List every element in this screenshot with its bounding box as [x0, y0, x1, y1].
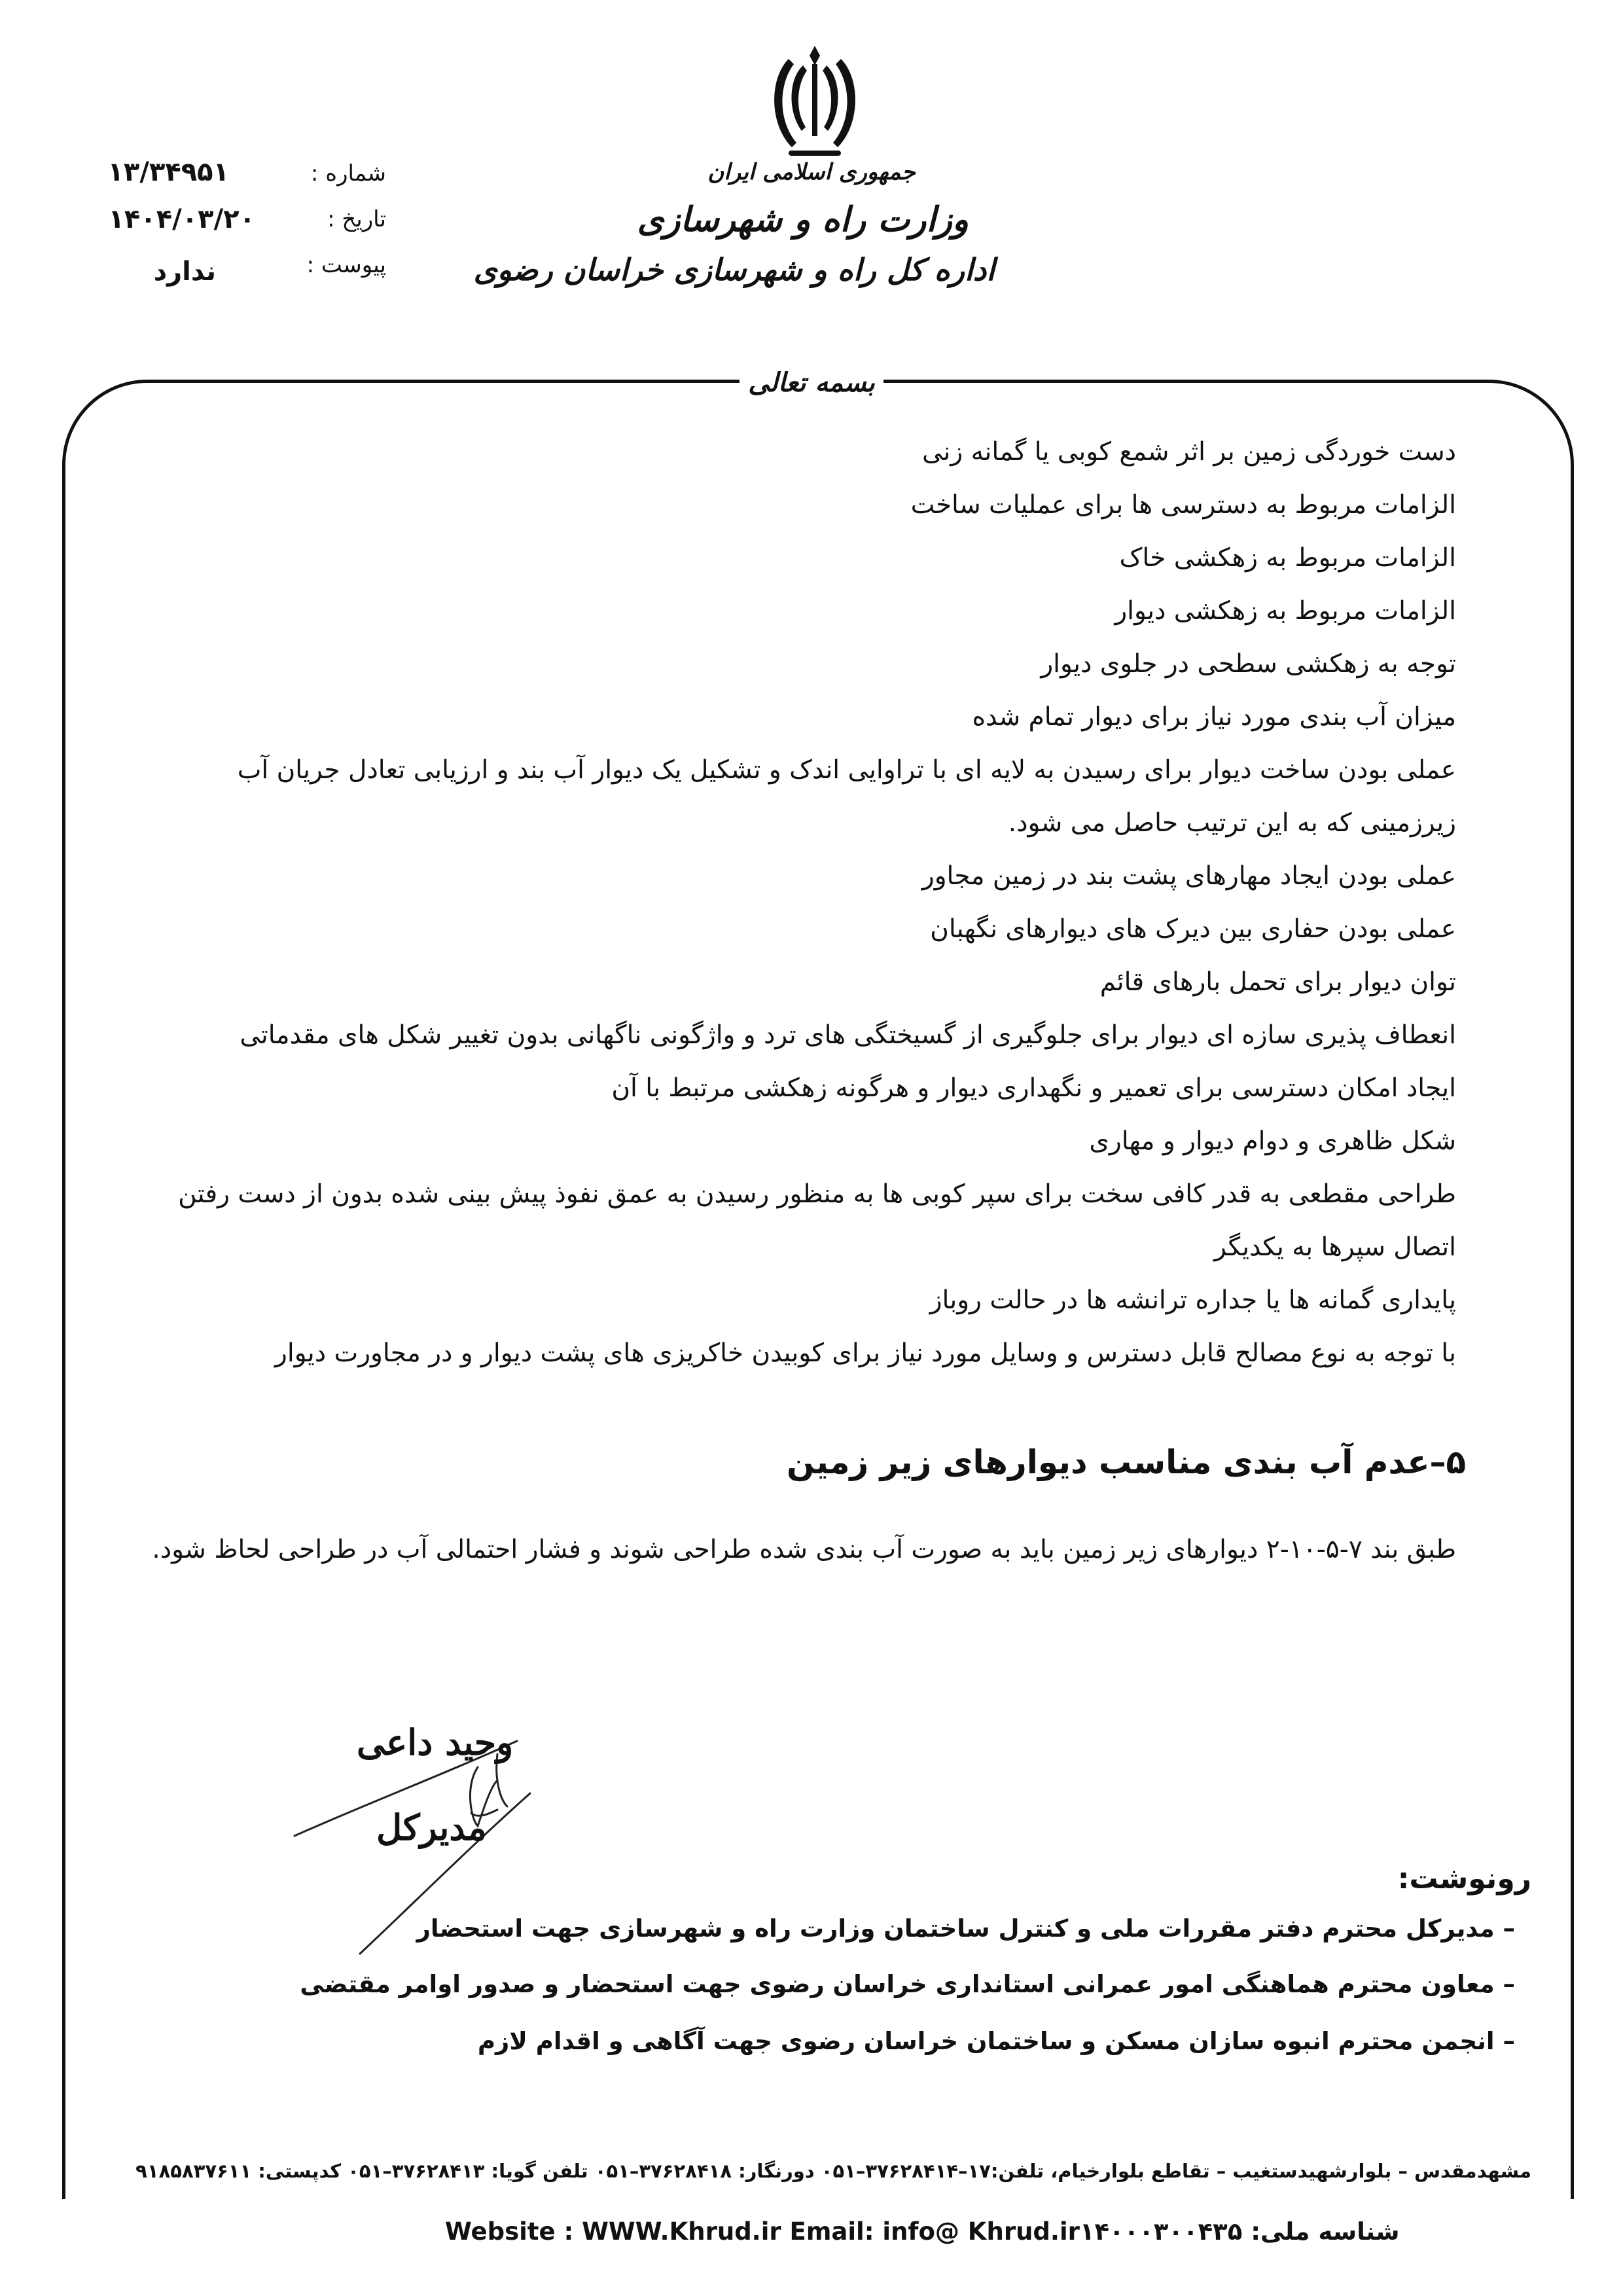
cc-item: – انجمن محترم انبوه سازان مسکن و ساختمان خراسان رضوی جهت آگاهی و اقدام لازم — [477, 2027, 1515, 2055]
cc-item: – مدیرکل محترم دفتر مقررات ملی و کنترل ساختمان وزارت راه و شهرسازی جهت استحضار — [416, 1914, 1515, 1943]
footer-national-id: شناسه ملی: ۱۴۰۰۰۳۰۰۴۳۵ — [1079, 2217, 1400, 2246]
body-line: انعطاف پذیری سازه ای دیوار برای جلوگیری از گسیختگی های ترد و واژگونی ناگهانی بدون تغییر شکل های مقدماتی — [240, 1020, 1456, 1050]
body-line: عملی بودن ایجاد مهارهای پشت بند در زمین مجاور — [921, 861, 1456, 891]
section-heading: ۵–عدم آب بندی مناسب دیوارهای زیر زمین — [787, 1443, 1466, 1481]
body-line: میزان آب بندی مورد نیاز برای دیوار تمام شده — [972, 702, 1456, 732]
body-line: با توجه به نوع مصالح قابل دسترس و وسایل مورد نیاز برای کوبیدن خاکریزی های پشت دیوار و در مجاورت دیوار — [275, 1338, 1456, 1368]
org-line-1: جمهوری اسلامی ایران — [707, 159, 916, 185]
letter-body — [88, 425, 1456, 1380]
body-line: ایجاد امکان دسترسی برای تعمیر و نگهداری دیوار و هرگونه زهکشی مرتبط با آن — [611, 1073, 1456, 1103]
body-line: الزامات مربوط به زهکشی خاک — [1119, 543, 1456, 573]
iran-emblem-icon — [762, 39, 867, 164]
body-line: زیرزمینی که به این ترتیب حاصل می شود. — [1008, 808, 1456, 838]
org-line-3: اداره کل راه و شهرسازی خراسان رضوی — [473, 252, 995, 287]
signatory-name: وحید داعی — [357, 1721, 514, 1763]
cc-item: – معاون محترم هماهنگی امور عمرانی استانداری خراسان رضوی جهت استحضار و صدور اوامر مقتضی — [300, 1970, 1515, 1998]
signatory-title: مدیرکل — [376, 1806, 487, 1848]
body-line: شکل ظاهری و دوام دیوار و مهاری — [1089, 1126, 1456, 1156]
number-label: شماره : — [311, 160, 386, 187]
body-line: توان دیوار برای تحمل بارهای قائم — [1099, 967, 1456, 997]
attachment-label: پیوست : — [306, 252, 386, 278]
cc-heading: رونوشت: — [1397, 1862, 1531, 1895]
org-line-2: وزارت راه و شهرسازی — [637, 200, 969, 240]
footer-contact — [445, 2217, 1400, 2246]
date-label: تاریخ : — [327, 206, 386, 232]
body-line: طراحی مقطعی به قدر کافی سخت برای سپر کوبی ها به منظور رسیدن به عمق نفوذ پیش بینی شده بدون از دست رفتن — [178, 1179, 1456, 1209]
footer-address: مشهدمقدس – بلوارشهیدستغیب – تقاطع بلوارخیام، تلفن:۱۷–۳۷۶۲۸۴۱۴–۰۵۱ دورنگار: ۳۷۶۲۸۴۱۸–۰۵۱ تلفن گویا: ۳۷۶۲۸۴۱۳–۰۵۱ کدپستی: ۹۱۸۵۸۳۷۶۱۱ — [135, 2160, 1531, 2182]
body-line: الزامات مربوط به دسترسی ها برای عملیات ساخت — [910, 490, 1456, 520]
bismillah: بسمه تعالی — [740, 363, 883, 409]
body-line: عملی بودن ساخت دیوار برای رسیدن به لایه ای با تراوایی اندک و تشکیل یک دیوار آب بند و ارزیابی تعادل جریان آب — [237, 755, 1456, 785]
letter-number: ۱۳/۳۴۹۵۱ — [107, 157, 229, 187]
body-line: الزامات مربوط به زهکشی دیوار — [1115, 596, 1456, 626]
body-line: عملی بودن حفاری بین دیرک های دیوارهای نگهبان — [930, 914, 1456, 944]
attachment-value: ندارد — [153, 257, 216, 287]
body-line: دست خوردگی زمین بر اثر شمع کوبی یا گمانه زنی — [922, 437, 1456, 467]
footer-web-email: Website : WWW.Khrud.ir Email: info@ Khrud.ir — [445, 2217, 1080, 2246]
body-line: پایداری گمانه ها یا جداره ترانشه ها در حالت روباز — [929, 1285, 1456, 1315]
body-line: اتصال سپرها به یکدیگر — [1214, 1232, 1456, 1262]
section-paragraph: طبق بند ۷-۵-۱۰-۲ دیوارهای زیر زمین باید به صورت آب بندی شده طراحی شوند و فشار احتمالی آب در طراحی لحاظ شود. — [152, 1535, 1456, 1564]
letter-date: ۱۴۰۴/۰۳/۲۰ — [108, 204, 255, 234]
body-line: توجه به زهکشی سطحی در جلوی دیوار — [1041, 649, 1456, 679]
